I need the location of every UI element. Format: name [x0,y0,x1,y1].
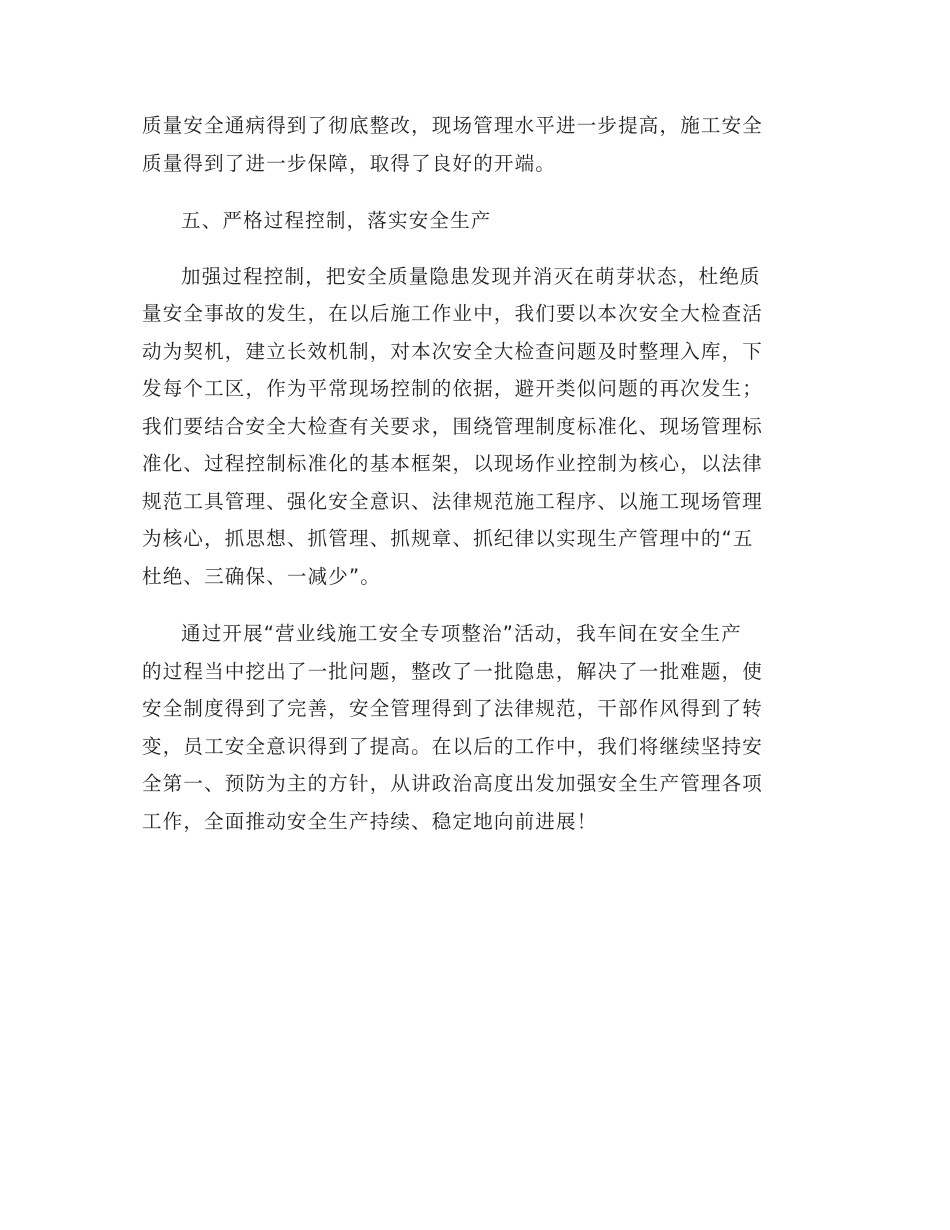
text-line: 发每个工区，作为平常现场控制的依据，避开类似问题的再次发生； [142,377,764,400]
text-line: 的过程当中挖出了一批问题，整改了一批隐患，解决了一批难题，使 [142,659,764,683]
text-line: 工作，全面推动安全生产持续、稳定地向前进展！ [142,809,598,833]
text-line: 规范工具管理、强化安全意识、法律规范施工程序、以施工现场管理 [142,489,764,513]
text-line: 量安全事故的发生，在以后施工作业中，我们要以本次安全大检查活 [142,302,764,325]
paragraph-process-control [142,258,807,596]
text-line: 我们要结合安全大检查有关要求，围绕管理制度标准化、现场管理标 [142,414,764,438]
text-line: 准化、过程控制标准化的基本框架，以现场作业控制为核心，以法律 [142,452,764,475]
text-line: 安全制度得到了完善，安全管理得到了法律规范，干部作风得到了转 [142,697,764,720]
text-line: 加强过程控制，把安全质量隐患发现并消灭在萌芽状态，杜绝质 [181,264,761,288]
text-line: 通过开展“营业线施工安全专项整治”活动，我车间在安全生产 [181,622,742,645]
text-line: 质量安全通病得到了彻底整改，现场管理水平进一步提高，施工安全 [142,114,764,137]
section-heading [142,202,807,240]
paragraph-continuation [142,107,807,182]
section-heading-text: 五、严格过程控制，落实安全生产 [181,209,492,232]
document-body [142,107,807,860]
text-line: 变，员工安全意识得到了提高。在以后的工作中，我们将继续坚持安 [142,734,764,758]
text-line: 全第一、预防为主的方针，从讲政治高度出发加强安全生产管理各项 [142,772,764,795]
paragraph-conclusion [142,615,807,840]
text-line: 动为契机，建立长效机制，对本次安全大检查问题及时整理入库，下 [142,339,764,363]
text-line: 质量得到了进一步保障，取得了良好的开端。 [142,151,557,175]
text-line: 为核心，抓思想、抓管理、抓规章、抓纪律以实现生产管理中的“五 [142,527,754,550]
text-line: 杜绝、三确保、一减少”。 [142,564,382,588]
